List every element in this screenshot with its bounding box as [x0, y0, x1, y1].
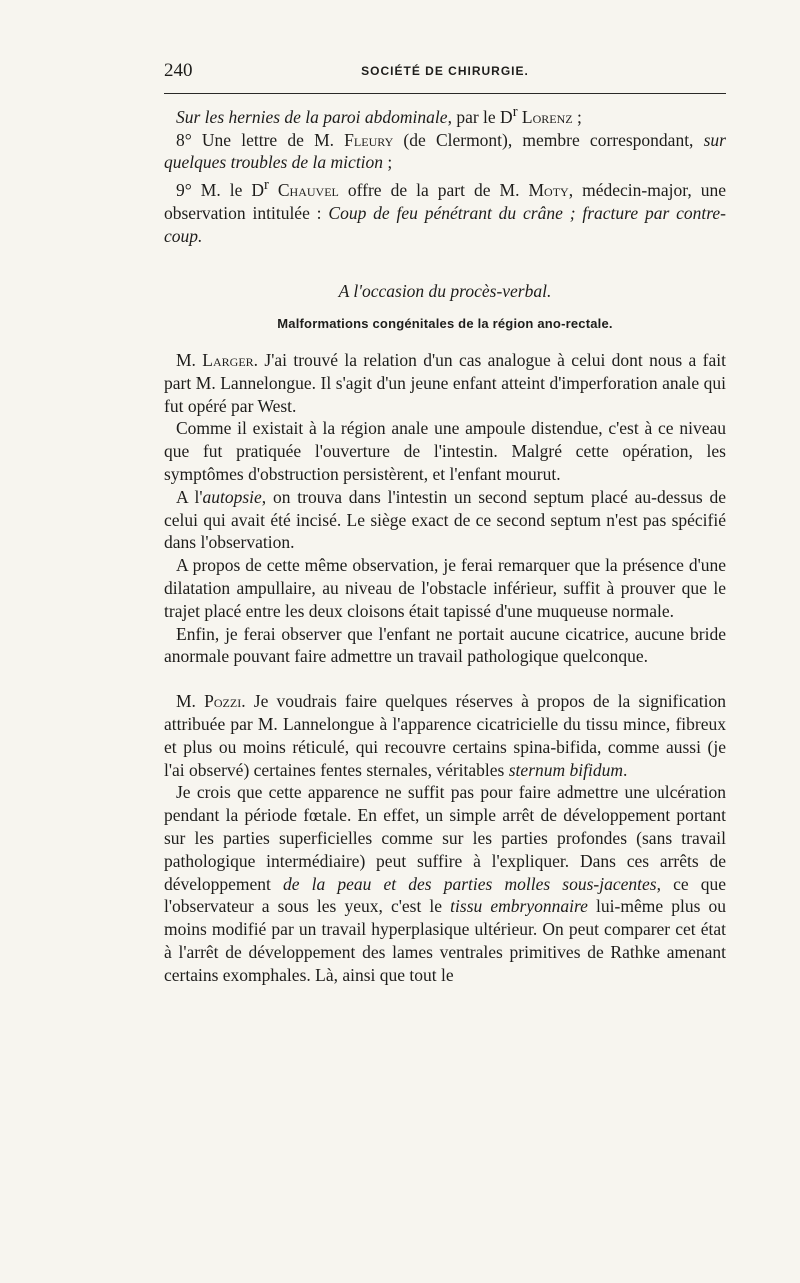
page-body — [164, 101, 726, 987]
paragraph-item-9: 9° M. le $D^r$ Chauvel offre de la part de M. Moty, médecin-major, une observation intitulée : Coup de feu pénétrant du crâne ; fracture par contre-coup. — [164, 177, 726, 246]
section-title: A l'occasion du procès-verbal. — [338, 281, 552, 302]
speaker-pozzi: Pozzi — [204, 691, 242, 712]
title-miction: sur quelques troubles de la miction — [164, 129, 726, 173]
speaker-larger: Larger — [202, 350, 254, 371]
author-lorenz: Lorenz — [521, 106, 573, 127]
header-rule — [164, 93, 726, 94]
author-chauvel: Chauvel — [277, 180, 339, 201]
page-number: 240 — [164, 60, 193, 81]
paragraph-item-8: 8° Une lettre de M. Fleury (de Clermont), membre correspondant, sur quelques troubles de la miction ; — [164, 129, 726, 173]
author-moty: Moty — [528, 180, 569, 201]
paragraph-pozzi: M. Pozzi. Je voudrais faire quelques réserves à propos de la signification attribuée par M. Lannelongue à l'apparence cicatricielle du tissu mince, fibreux et plus ou moins réticulé, qui recouvre certains spina-bifida, comme aussi (je l'ai observé) certaines fentes sternales, véritables sternum bifidum. — [164, 691, 727, 780]
paragraph-ampoule: Comme il existait à la région anale une ampoule distendue, c'est à ce niveau que fut pratiquée l'ouverture de l'intestin. Malgré cette opération, les symptômes d'obstruction persistèrent, et l'enfant mourut. — [164, 418, 726, 485]
paragraph-autopsie: A l'autopsie, on trouva dans l'intestin un second septum placé au-dessus de celui qui avait été incisé. Le siège exact de ce second septum n'est pas spécifié dans l'observation. — [164, 486, 727, 553]
title-coup-de-feu: Coup de feu pénétrant du crâne ; fracture par contre-coup. — [164, 202, 726, 246]
paragraph-lorenz: Sur les hernies de la paroi abdominale, par le $D^r$ Lorenz ; — [176, 104, 582, 127]
author-fleury: Fleury — [344, 129, 394, 150]
running-title: SOCIÉTÉ DE CHIRURGIE. — [361, 64, 529, 78]
paragraph-ulceration: Je crois que cette apparence ne suffit pas pour faire admettre une ulcération pendant la période fœtale. En effet, un simple arrêt de développement portant sur les parties superficielles comme sur les parties profondes (sans travail pathologique intermédiaire) peut suffire à l'expliquer. Dans ces arrêts de développement de la peau et des parties molles sous-jacentes, ce que l'observateur a sous les yeux, c'est le tissu embryonnaire lui-même plus ou moins modifié par un travail hyperplasique ultérieur. On peut comparer cet état à l'arrêt de développement des lames ventrales primitives de Rathke amenant certains exomphales. Là, ainsi que tout le — [164, 782, 727, 985]
paragraph-cicatrice: Enfin, je ferai observer que l'enfant ne portait aucune cicatrice, aucune bride anormale pouvant faire admettre un travail pathologique quelconque. — [164, 623, 726, 667]
title-hernies: Sur les hernies de la paroi abdominale — [176, 106, 448, 127]
subsection-heading: Malformations congénitales de la région ano-rectale. — [277, 316, 613, 332]
page-header — [164, 60, 726, 82]
paragraph-larger: M. Larger. J'ai trouvé la relation d'un cas analogue à celui dont nous a fait part M. Lannelongue. Il s'agit d'un jeune enfant atteint d'imperforation anale qui fut opéré par West. — [164, 350, 726, 416]
paragraph-dilatation: A propos de cette même observation, je ferai remarquer que la présence d'une dilatation ampullaire, au niveau de l'obstacle inférieur, suffit à prouver que le trajet placé entre les deux cloisons était tapissé d'une muqueuse normale. — [164, 555, 726, 621]
